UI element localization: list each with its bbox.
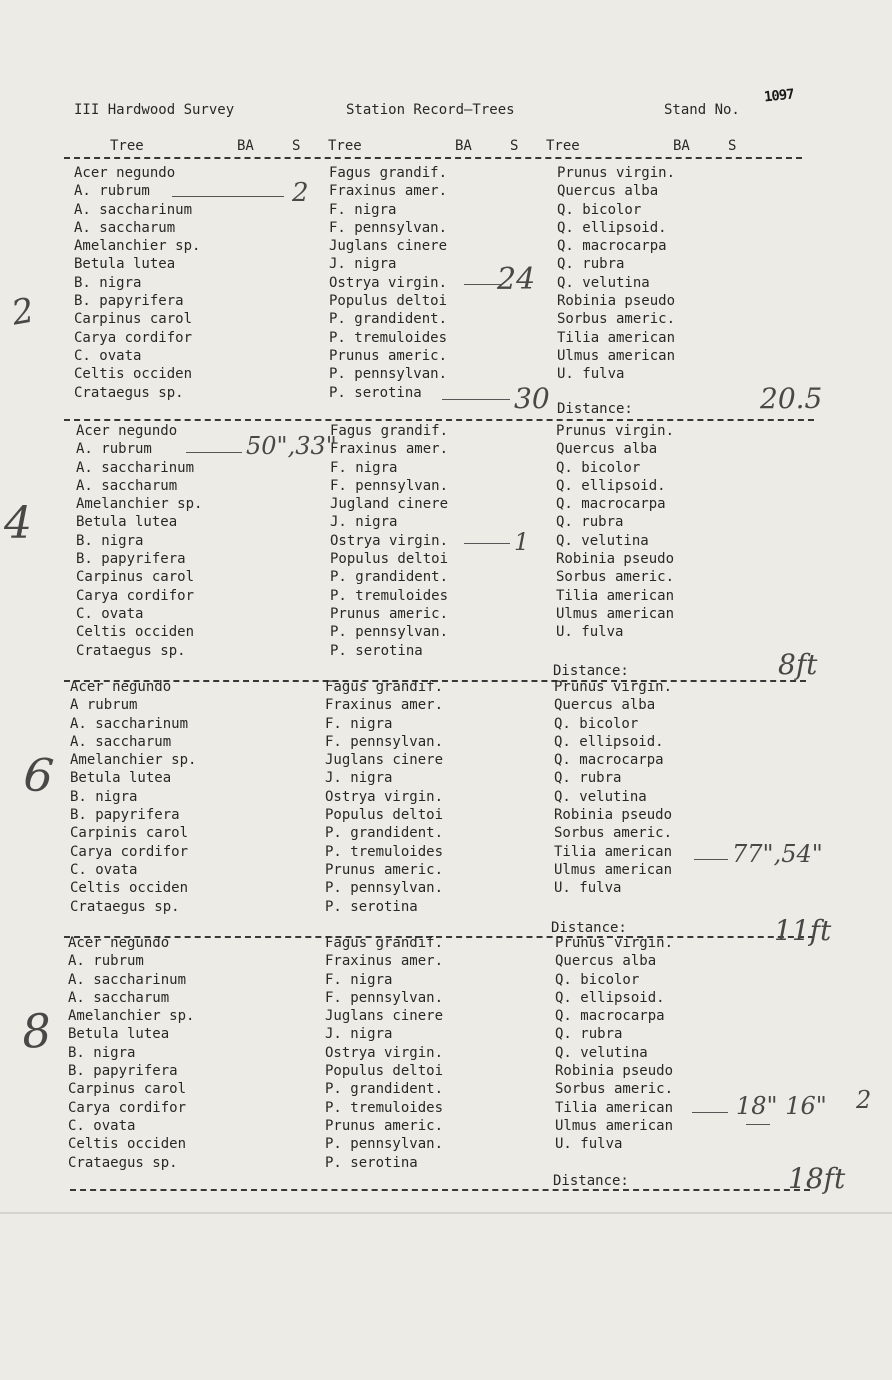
species-name: Fagus grandif. <box>329 165 448 181</box>
species-name: P. pennsylvan. <box>325 880 444 897</box>
species-name: Ulmus american <box>557 347 676 364</box>
species-name: Celtis occiden <box>76 624 195 641</box>
species-name: Crataegus sp. <box>74 384 184 401</box>
species-name: Carpinus carol <box>76 569 195 586</box>
species-name: Robinia pseudo <box>557 293 676 310</box>
col2-s-heading: S <box>510 138 519 154</box>
species-name: U. fulva <box>556 624 624 641</box>
ba-note: 30 <box>514 382 550 415</box>
species-name: Quercus alba <box>554 697 656 714</box>
species-name: Robinia pseudo <box>554 807 673 824</box>
species-name: Carya cordifor <box>74 329 193 346</box>
species-name: P. serotina <box>330 642 423 659</box>
species-column-2 <box>325 678 443 916</box>
species-name: Q. rubra <box>557 256 625 273</box>
species-name: Populus deltoi <box>330 551 449 568</box>
distance-label: Distance: <box>553 663 629 679</box>
species-name: Carpinis carol <box>70 825 189 842</box>
ba-note: 2 <box>856 1086 872 1114</box>
species-name: B. nigra <box>70 788 138 805</box>
species-name: Ostrya virgin. <box>325 788 444 805</box>
species-name: F. pennsylvan. <box>330 477 449 494</box>
station-number: 6 <box>21 746 57 804</box>
species-name: C. ovata <box>76 605 144 622</box>
species-name: Celtis occiden <box>70 880 189 897</box>
species-name: Betula lutea <box>74 256 176 273</box>
species-name: C. ovata <box>70 861 138 878</box>
species-name: Amelanchier sp. <box>76 496 203 513</box>
species-name: J. nigra <box>330 514 398 531</box>
species-name: Sorbus americ. <box>554 825 673 842</box>
species-column-1 <box>74 164 200 402</box>
species-name: F. nigra <box>330 459 398 476</box>
ba-note: 24 <box>497 262 536 297</box>
survey-title: III Hardwood Survey <box>74 102 235 118</box>
species-column-1 <box>76 422 202 660</box>
species-name: P. grandident. <box>325 825 444 842</box>
species-name: Ulmus american <box>554 861 673 878</box>
species-name: P. grandident. <box>325 1081 444 1098</box>
species-name: Q. rubra <box>554 770 622 787</box>
species-name: Q. bicolor <box>556 459 641 476</box>
species-name: Q. macrocarpa <box>554 752 664 769</box>
species-name: Tilia american <box>555 1099 674 1116</box>
species-name: Q. macrocarpa <box>556 496 666 513</box>
species-name: Sorbus americ. <box>555 1081 674 1098</box>
ba-note: 77",54" <box>732 840 823 868</box>
species-name: Q. ellipsoid. <box>554 733 664 750</box>
species-column-2 <box>329 164 447 402</box>
stand-number: 1097 <box>763 86 795 106</box>
species-name: Tilia american <box>556 587 675 604</box>
species-name: Amelanchier sp. <box>70 752 197 769</box>
species-name: Q. bicolor <box>554 715 639 732</box>
species-name: Quercus alba <box>556 441 658 458</box>
species-name: A. saccharinum <box>70 715 189 732</box>
species-name: F. nigra <box>325 971 393 988</box>
species-name: Sorbus americ. <box>557 311 676 328</box>
species-name: Celtis occiden <box>68 1136 187 1153</box>
ba-note: 50",33" <box>246 432 337 460</box>
species-name: Q. bicolor <box>557 201 642 218</box>
tally-line <box>172 196 284 197</box>
species-name: Q. rubra <box>555 1026 623 1043</box>
species-name: F. pennsylvan. <box>325 733 444 750</box>
species-name: P. tremuloides <box>329 329 448 346</box>
species-name: P. pennsylvan. <box>330 624 449 641</box>
col3-ba-heading: BA <box>673 138 690 154</box>
species-name: P. tremuloides <box>330 587 449 604</box>
species-name: Prunus virgin. <box>555 935 674 951</box>
species-name: Amelanchier sp. <box>68 1008 195 1025</box>
species-name: Sorbus americ. <box>556 569 675 586</box>
species-name: Quercus alba <box>557 183 659 200</box>
species-name: A. saccharinum <box>68 971 187 988</box>
species-name: Acer negundo <box>76 423 178 439</box>
species-column-3 <box>557 164 675 384</box>
col3-tree-heading: Tree <box>546 138 580 154</box>
species-name: Q. ellipsoid. <box>555 989 665 1006</box>
species-name: Juglans cinere <box>325 1008 444 1025</box>
species-name: Amelanchier sp. <box>74 238 201 255</box>
species-name: Populus deltoi <box>325 1063 444 1080</box>
species-column-3 <box>554 678 672 898</box>
tally-line <box>186 452 242 453</box>
species-name: F. nigra <box>325 715 393 732</box>
species-name: A. saccharum <box>70 733 172 750</box>
species-column-2 <box>330 422 448 660</box>
col3-s-heading: S <box>728 138 737 154</box>
species-name: Q. macrocarpa <box>555 1008 665 1025</box>
section-rule <box>70 1189 810 1191</box>
distance-value: 20.5 <box>760 382 823 415</box>
species-name: Tilia american <box>554 843 673 860</box>
species-name: F. pennsylvan. <box>329 219 448 236</box>
species-name: Ostrya virgin. <box>330 532 449 549</box>
species-name: Juglans cinere <box>325 752 444 769</box>
species-name: J. nigra <box>325 1026 393 1043</box>
species-name: B. nigra <box>76 532 144 549</box>
species-column-1 <box>70 678 196 916</box>
species-name: Fagus grandif. <box>325 679 444 695</box>
col1-tree-heading: Tree <box>110 138 144 154</box>
species-name: A. saccharum <box>76 477 178 494</box>
distance-label: Distance: <box>557 401 633 417</box>
species-name: U. fulva <box>555 1136 623 1153</box>
species-column-2 <box>325 934 443 1172</box>
species-name: F. pennsylvan. <box>325 989 444 1006</box>
species-name: Crataegus sp. <box>76 642 186 659</box>
species-name: Acer negundo <box>70 679 172 695</box>
species-name: Prunus virgin. <box>557 165 676 181</box>
species-name: Celtis occiden <box>74 366 193 383</box>
species-name: Juglans cinere <box>329 238 448 255</box>
station-number: 4 <box>4 498 32 549</box>
species-name: Quercus alba <box>555 953 657 970</box>
species-name: Populus deltoi <box>329 293 448 310</box>
species-name: Crataegus sp. <box>68 1154 178 1171</box>
species-name: Fagus grandif. <box>330 423 449 439</box>
species-name: Crataegus sp. <box>70 898 180 915</box>
species-name: Acer negundo <box>74 165 176 181</box>
species-name: Q. ellipsoid. <box>557 219 667 236</box>
species-name: P. grandident. <box>330 569 449 586</box>
species-name: A. saccharinum <box>76 459 195 476</box>
species-name: Ulmus american <box>556 605 675 622</box>
distance-label: Distance: <box>553 1173 629 1189</box>
species-name: B. papyrifera <box>70 807 180 824</box>
species-name: Fagus grandif. <box>325 935 444 951</box>
species-name: Fraxinus amer. <box>325 953 444 970</box>
species-name: U. fulva <box>554 880 622 897</box>
species-name: A. saccharinum <box>74 201 193 218</box>
species-name: Betula lutea <box>76 514 178 531</box>
species-name: Robinia pseudo <box>555 1063 674 1080</box>
species-name: P. pennsylvan. <box>325 1136 444 1153</box>
species-name: Fraxinus amer. <box>325 697 444 714</box>
species-name: Jugland cinere <box>330 496 449 513</box>
species-name: Acer negundo <box>68 935 170 951</box>
col1-ba-heading: BA <box>237 138 254 154</box>
species-name: Ulmus american <box>555 1117 674 1134</box>
species-name: Prunus virgin. <box>554 679 673 695</box>
tally-line <box>694 859 728 860</box>
species-name: P. serotina <box>329 384 422 401</box>
species-name: Betula lutea <box>70 770 172 787</box>
stand-label: Stand No. <box>664 102 740 118</box>
tally-line <box>464 543 510 544</box>
header-rule <box>64 157 802 159</box>
species-name: Q. velutina <box>557 274 650 291</box>
tally-line <box>746 1124 770 1125</box>
species-name: U. fulva <box>557 366 625 383</box>
station-number: 8 <box>20 1003 54 1059</box>
species-name: P. tremuloides <box>325 843 444 860</box>
species-name: Tilia american <box>557 329 676 346</box>
species-name: P. serotina <box>325 898 418 915</box>
paper-fold <box>0 1212 892 1214</box>
species-name: Q. velutina <box>554 788 647 805</box>
species-name: Ostrya virgin. <box>329 274 448 291</box>
col1-s-heading: S <box>292 138 301 154</box>
species-name: Q. velutina <box>556 532 649 549</box>
species-name: B. papyrifera <box>68 1063 178 1080</box>
species-name: C. ovata <box>68 1117 136 1134</box>
species-name: Carpinus carol <box>68 1081 187 1098</box>
species-name: Populus deltoi <box>325 807 444 824</box>
species-name: A rubrum <box>70 697 138 714</box>
col2-ba-heading: BA <box>455 138 472 154</box>
ba-note: 18" 16" <box>736 1092 827 1120</box>
species-name: Prunus americ. <box>325 861 444 878</box>
tally-line <box>692 1112 728 1113</box>
species-name: Carya cordifor <box>76 587 195 604</box>
species-name: P. tremuloides <box>325 1099 444 1116</box>
species-name: Ostrya virgin. <box>325 1044 444 1061</box>
ba-note: 1 <box>514 528 530 556</box>
species-name: Q. rubra <box>556 514 624 531</box>
species-name: Q. macrocarpa <box>557 238 667 255</box>
form-title: Station Record—Trees <box>346 102 515 118</box>
station-section-1 <box>0 164 892 417</box>
species-name: Fraxinus amer. <box>330 441 449 458</box>
species-name: P. grandident. <box>329 311 448 328</box>
species-name: Q. ellipsoid. <box>556 477 666 494</box>
species-name: Prunus virgin. <box>556 423 675 439</box>
species-name: Robinia pseudo <box>556 551 675 568</box>
species-name: A. rubrum <box>68 953 144 970</box>
species-name: Carya cordifor <box>70 843 189 860</box>
species-name: B. nigra <box>74 274 142 291</box>
species-name: C. ovata <box>74 347 142 364</box>
species-name: B. papyrifera <box>74 293 184 310</box>
col2-tree-heading: Tree <box>328 138 362 154</box>
species-name: Q. bicolor <box>555 971 640 988</box>
species-name: A. rubrum <box>76 441 152 458</box>
species-name: Prunus americ. <box>330 605 449 622</box>
species-name: Carya cordifor <box>68 1099 187 1116</box>
distance-value: 18ft <box>788 1162 846 1195</box>
species-name: Betula lutea <box>68 1026 170 1043</box>
species-name: B. papyrifera <box>76 551 186 568</box>
species-column-3 <box>556 422 674 642</box>
species-name: Q. velutina <box>555 1044 648 1061</box>
species-column-3 <box>555 934 673 1154</box>
species-name: A. saccharum <box>68 989 170 1006</box>
species-name: F. nigra <box>329 201 397 218</box>
section-rule <box>64 419 814 421</box>
species-name: B. nigra <box>68 1044 136 1061</box>
species-name: A. saccharum <box>74 219 176 236</box>
species-name: P. pennsylvan. <box>329 366 448 383</box>
species-name: J. nigra <box>329 256 397 273</box>
station-number: 2 <box>8 290 37 334</box>
species-name: P. serotina <box>325 1154 418 1171</box>
species-name: Prunus americ. <box>329 347 448 364</box>
species-name: Prunus americ. <box>325 1117 444 1134</box>
species-name: J. nigra <box>325 770 393 787</box>
distance-label: Distance: <box>551 920 627 936</box>
distance-value: 8ft <box>778 648 818 681</box>
tally-line <box>442 399 510 400</box>
species-name: Fraxinus amer. <box>329 183 448 200</box>
species-column-1 <box>68 934 194 1172</box>
species-name: Carpinus carol <box>74 311 193 328</box>
species-name: A. rubrum <box>74 183 150 200</box>
ba-note: 2 <box>292 178 309 208</box>
distance-value: 11ft <box>774 914 832 947</box>
